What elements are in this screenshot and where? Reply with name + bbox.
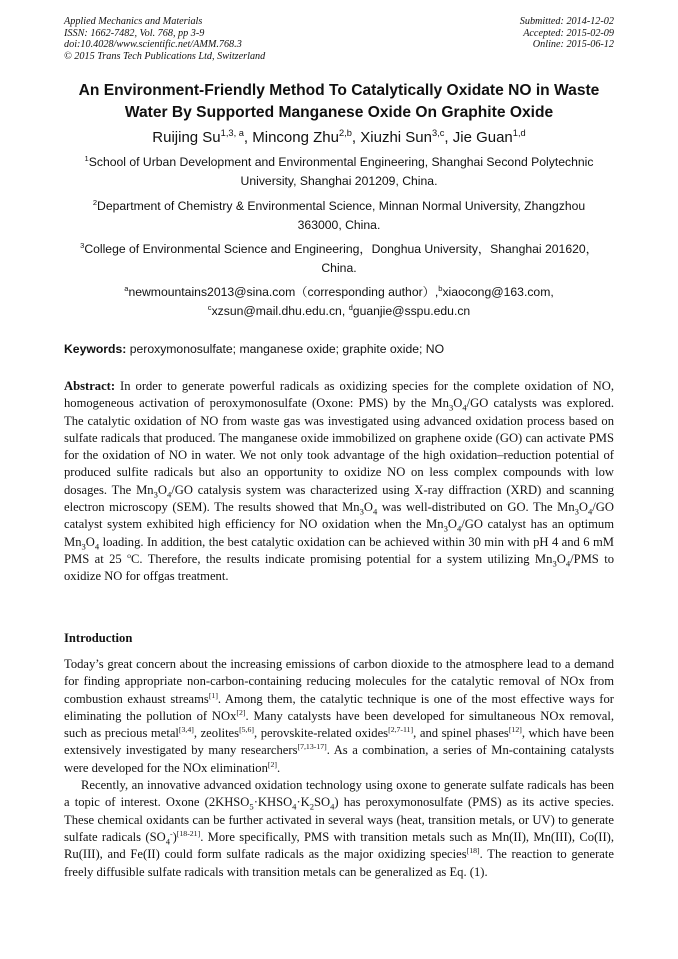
email-c: xzsun@mail.dhu.edu.cn, (211, 304, 346, 318)
affiliation-3: $^3$College of Environmental Science and Engineering，Donghua University，Shanghai 201620， China. (80, 240, 598, 275)
introduction-body (64, 656, 614, 881)
abstract: Abstract: In order to generate powerful radicals as oxidizing species for the complete oxidation of NO, homogeneous activation of peroxymonosulfate (Oxone: PMS) by the $Mn_3O_4/GO$ catalysts was explored. The catalytic oxidation of NO from waste gas was investigated using advanced oxidation process based on sulfate radicals that produced. The manganese oxide immobilized on graphene oxide (GO) can activate PMS for the oxidation of NO in water. We not only took advantage of the high oxidation–reduction potential of produced sulfite radicals but also an opportunity to oxidize NO on less complex compounds with low dosages. The $Mn_3O_4/GO$ catalysis system was characterized using X-ray diffraction (XRD) and scanning electron microscopy (SEM). The results showed that $Mn_3O_4$ was well-distributed on GO. The $Mn_3O_4/GO$ catalyst system exhibited high efficiency for NO oxidation when the $Mn_3O_4/GO$ catalyst has an optimum $Mn_3O_4$ loading. In addition, the best catalytic oxidation can be achieved within 30 min with pH 4 and 6 mM PMS at 25 $^o$C. Therefore, the results indicate promising potential for a system utilizing $Mn_3O_4$/PMS to oxidize NO for offgas treatment. (64, 379, 615, 584)
doi-line: doi:10.4028/www.scientific.net/AMM.768.3 (64, 39, 242, 51)
paper-title: An Environment-Friendly Method To Catalytically Oxidate NO in Waste Water By Supported Manganese Oxide On Graphite Oxide (78, 82, 600, 121)
author-list: Ruijing Su$^{1,3, a}$, Mincong Zhu$^{2,b}$, Xiuzhi Sun$^{3,c}$, Jie Guan$^{1,d}$ (152, 128, 526, 146)
keywords-label: Keywords: (64, 342, 127, 356)
issn-line: ISSN: 1662-7482, Vol. 768, pp 3-9 (64, 27, 205, 39)
affiliation-2: $^2$Department of Chemistry & Environmental Science, Minnan Normal University, Zhangzhou 363000, China. (92, 197, 586, 232)
dates-header (520, 16, 614, 51)
abstract-label: Abstract: (64, 379, 116, 393)
intro-paragraph-1: Today’s great concern about the increasing emissions of carbon dioxide to the atmosphere lead to a demand for finding appropriate non-carbon-containing reducing molecules for the catalytic removal of NOx from combustion exhaust streams[1]. Among them, the catalytic technique is one of the most effective ways for eliminating the pollution of NOx[2]. Many catalysts have been developed for simultaneous NOx removal, such as precious metal[3,4], zeolites[5,6], perovskite-related oxides[2,7-11], and spinel phases[12], which have been extensively investigated by many researchers[7,13-17]. As a combination, a series of Mn-containing catalysts were developed for the NOx elimination[2]. (64, 657, 614, 775)
affiliation-1: $^1$School of Urban Development and Environmental Engineering, Shanghai Second Polytechnic University, Shanghai 201209, China. (84, 153, 594, 188)
author-name: Jie Guan (452, 129, 513, 146)
copyright-line: © 2015 Trans Tech Publications Ltd, Switzerland (64, 50, 266, 62)
journal-header (64, 16, 265, 62)
introduction-heading: Introduction (64, 631, 133, 645)
submitted-date: Submitted: 2014-12-02 (519, 16, 614, 27)
keywords-text: peroxymonosulfate; manganese oxide; graphite oxide; NO (129, 342, 445, 356)
email-list: $^a$newmountains2013@sina.com（corresponding author）,$^b$xiaocong@163.com, $^c$xzsun@mail.dhu.edu.cn, $^d$guanjie@sspu.edu.cn (124, 283, 554, 318)
author-name: Mincong Zhu (252, 129, 339, 146)
author-name: Ruijing Su (152, 129, 221, 146)
journal-name: Applied Mechanics and Materials (64, 16, 203, 27)
intro-paragraph-2: Recently, an innovative advanced oxidation technology using oxone to generate sulfate radicals has been a topic of interest. Oxone $(2KHSO_5\cdot KHSO_4\cdot K_2SO_4)$ has peroxymonosulfate (PMS) as its active species. These chemical oxidants can be further activated in several ways (heat, transition metals, or UV) to generate sulfate radicals $(SO_4^-)[18-21]$. More specifically, PMS with transition metals such as Mn(II), Mn(III), Co(II), Ru(III), and Fe(II) could form sulfate radicals as the major oxidizing species[18]. The reaction to generate freely diffusible sulfate radicals with transition metals can be generalized as Eq. (1). (64, 778, 614, 879)
author-name: Xiuzhi Sun (360, 129, 432, 146)
email-a: newmountains2013@sina.com（corresponding author）, (128, 285, 439, 299)
email-b: xiaocong@163.com, (442, 285, 554, 299)
email-d: guanjie@sspu.edu.cn (352, 304, 471, 318)
keywords (64, 341, 614, 357)
online-date: Online: 2015-06-12 (532, 39, 614, 51)
accepted-date: Accepted: 2015-02-09 (523, 27, 614, 39)
